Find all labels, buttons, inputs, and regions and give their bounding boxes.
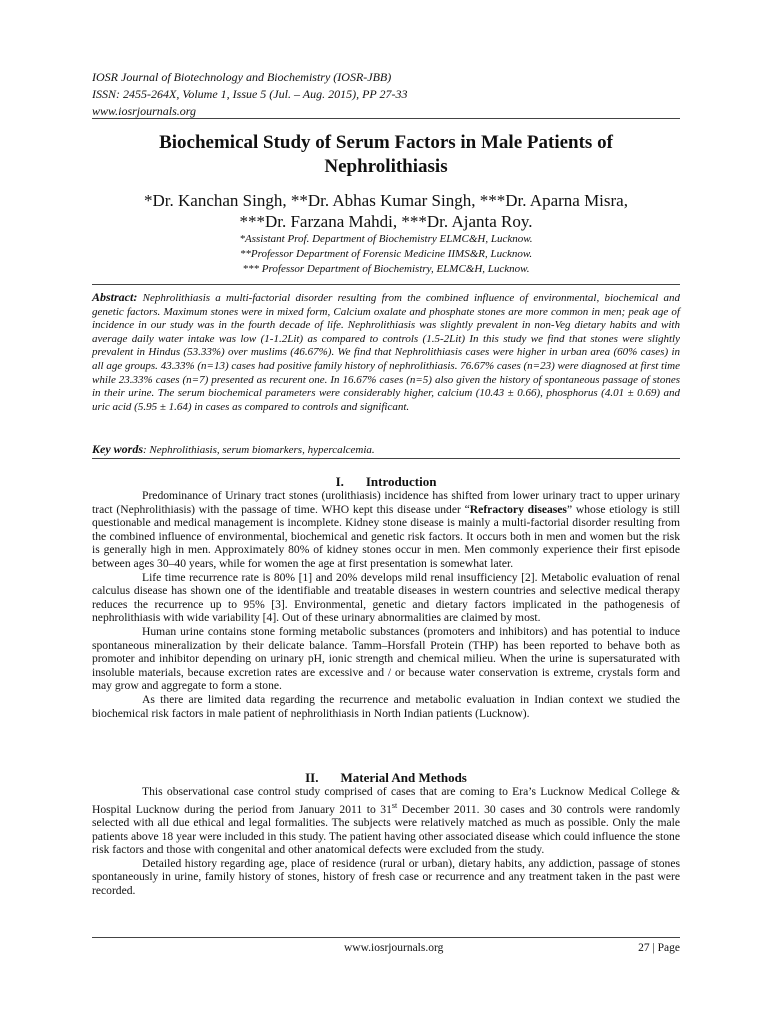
journal-header: [92, 69, 682, 120]
section-number: II.: [305, 770, 319, 785]
journal-issn: ISSN: 2455-264X, Volume 1, Issue 5 (Jul. – Aug. 2015), PP 27-33: [92, 87, 408, 101]
methods-p1-text-a: This observational case control study comprised of cases that are coming to Era’s Lucknow Medical College & Hospital Lucknow during the period from January 2011 to 31: [92, 785, 680, 816]
footer-website[interactable]: www.iosrjournals.org: [344, 942, 444, 954]
intro-paragraph-3: Human urine contains stone forming metabolic substances (promoters and inhibitors) and has potential to induce spontaneous mineralization by their delicate balance. Tamm–Horsfall Protein (THP) has been reported to behave both as promoter and inhibitor depending on urinary pH, ionic strength and chemical milieu. When the urine is supersaturated with insoluble materials, because excretion rates are excessive and / or because water conservation is extreme, crystals form and may grow and aggregate to form a stone.: [92, 624, 680, 693]
authors-line-1: *Dr. Kanchan Singh, **Dr. Abhas Kumar Singh, ***Dr. Aparna Misra,: [144, 191, 628, 210]
keywords-label: Key words: [92, 442, 143, 456]
title-line-2: Nephrolithiasis: [324, 156, 448, 177]
section-title: Material And Methods: [340, 770, 467, 785]
section-heading-introduction: [92, 474, 680, 490]
affiliations: [92, 232, 680, 277]
affiliation-1: *Assistant Prof. Department of Biochemistry ELMC&H, Lucknow.: [239, 233, 533, 245]
section-title: Introduction: [365, 474, 437, 489]
intro-paragraph-4: As there are limited data regarding the recurrence and metabolic evaluation in Indian context we studied the biochemical risk factors in male patient of nephrolithiasis in North Indian patients (Lucknow).: [92, 692, 680, 720]
author-list: [92, 190, 680, 232]
affiliation-2: **Professor Department of Forensic Medicine IIMS&R, Lucknow.: [239, 248, 533, 260]
journal-website[interactable]: www.iosrjournals.org: [92, 104, 197, 118]
authors-line-2: ***Dr. Farzana Mahdi, ***Dr. Ajanta Roy.: [239, 212, 533, 231]
methods-paragraph-2: Detailed history regarding age, place of residence (rural or urban), dietary habits, any addiction, passage of stones spontaneously in urine, family history of stones, history of fresh case or recurrence and any treatment taken in the past were recorded.: [92, 856, 680, 898]
intro-p1-text-b: ” whose etiology is still questionable and medical management is incomplete. Kidney stone disease is mainly a multi-factorial disorder resulting from the combined influence of environmental, biochemical and genetic risk factors. It occurs both in men and women but the risk is generally high in men. Approximately 80% of kidney stones occur in men. Men commonly experience their first episode between ages 30–40 years, while for women the age at first presentation is somewhat later.: [92, 502, 680, 570]
section-heading-methods: [92, 770, 680, 786]
methods-p1-text-b: December 2011. 30 cases and 30 controls were randomly selected with all due ethical and legal formalities. The subjects were relatively matched as much as possible. Only the male patients above 18 year were included in this study. The patient having other associated disease which could influence the stone risk factors and those with congenital and other anatomical defects were excluded from the study.: [92, 802, 680, 857]
intro-p1-text-a: Predominance of Urinary tract stones (urolithiasis) incidence has shifted from lower urinary tract to upper urinary tract (Nephrolithiasis) with the passage of time. WHO kept this disease under “: [92, 489, 680, 516]
abstract: [92, 291, 680, 414]
footer-divider: [92, 937, 680, 938]
intro-p1-emphasis: Refractory diseases: [469, 502, 567, 516]
journal-name: IOSR Journal of Biotechnology and Biochemistry (IOSR-JBB): [92, 70, 392, 84]
header-divider: [92, 118, 680, 119]
page-number: 27 | Page: [638, 942, 680, 954]
affiliation-3: *** Professor Department of Biochemistry, ELMC&H, Lucknow.: [242, 263, 530, 275]
keywords: [92, 442, 680, 457]
intro-paragraph-1: [92, 489, 680, 571]
keywords-divider: [92, 458, 680, 459]
methods-body: [92, 785, 680, 898]
abstract-divider: [92, 284, 680, 285]
abstract-text: Nephrolithiasis a multi-factorial disorder resulting from the combined influence of environmental, biochemical and genetic factors. Maximum stones were in mixed form, Calcium oxalate and phosphate stones are more common in men; peak age of incidence in our study was in the fourth decade of life. Nephrolithiasis was slightly prevalent in non-Veg dietary habits and with average daily water intake was low (1-1.2Lit) as compared to controls (1.5-2Lit) In this study we find that stones were slightly prevalent in Hindus (53.33%) over muslims (46.67%). We find that Nephrolithiasis cases were higher in urban area (60% cases) in all age groups. 43.33% (n=13) cases had positive family history of nephrolithiasis. 76.67% cases (n=23) were diagnosed at first time while 23.33% cases (n=7) presented as recurent one. In 16.67% cases (n=5) also given the history of spontaneous passage of stones in their urine. The serum biochemical parameters were considerably higher, calcium (10.43 ± 0.66), phosphorus (4.01 ± 0.69) and uric acid (5.95 ± 1.64) in cases as compared to controls and significant.: [92, 292, 680, 413]
introduction-body: [92, 489, 680, 720]
paper-title: [92, 131, 680, 179]
methods-paragraph-1: [92, 785, 680, 857]
section-number: I.: [335, 474, 344, 489]
title-line-1: Biochemical Study of Serum Factors in Male Patients of: [159, 132, 613, 153]
intro-paragraph-2: Life time recurrence rate is 80% [1] and 20% develops mild renal insufficiency [2]. Metabolic evaluation of renal calculus disease has shown one of the identifiable and treatable diseases in western countries and selective medical therapy reduces the recurrence up to 95% [3]. Environmental, genetic and dietary factors implicated in the pathogenesis of nephrolithiasis with wide variability [4]. Out of these urinary abnormalities are claimed by most.: [92, 570, 680, 625]
abstract-label: Abstract:: [92, 290, 138, 304]
methods-p1-superscript: st: [391, 800, 398, 810]
keywords-text: : Nephrolithiasis, serum biomarkers, hypercalcemia.: [143, 444, 375, 456]
